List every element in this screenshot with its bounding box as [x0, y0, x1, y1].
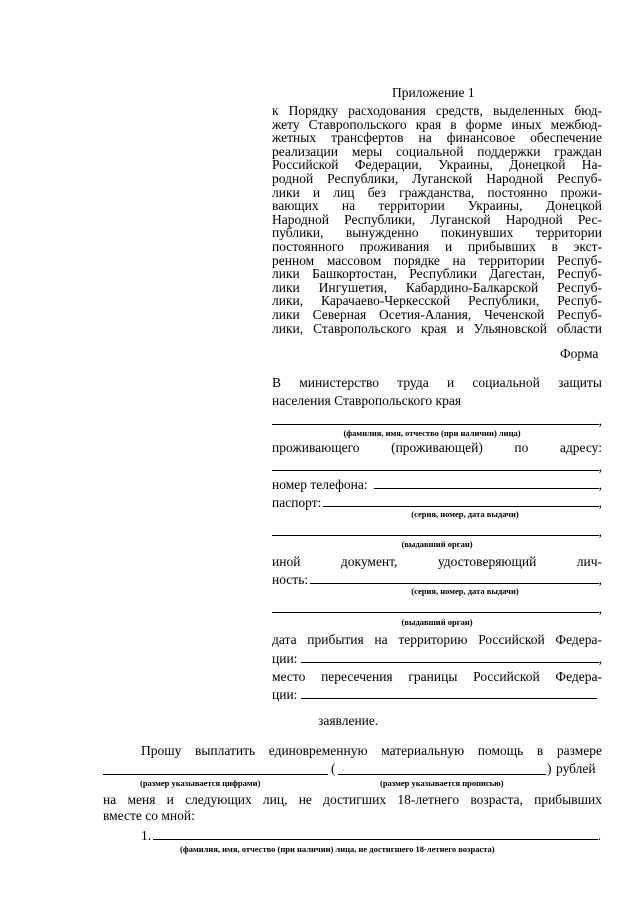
passport-field[interactable] — [323, 506, 598, 507]
passport-issuer-field[interactable]: , — [272, 521, 602, 539]
preamble-block — [272, 104, 602, 335]
amount-words-field[interactable] — [338, 774, 546, 775]
preamble-line: реализации меры социальной поддержки граждан — [272, 143, 602, 159]
border-label: ции: — [272, 687, 298, 702]
amount-digits-caption: (размер указывается цифрами) — [140, 778, 261, 788]
child-name-caption: (фамилия, имя, отчество (при наличии) лица, не достигшего 18-летнего возраста) — [180, 844, 495, 854]
preamble-line: жетных трансфертов на финансовое обеспечение — [272, 130, 602, 146]
preamble-line: Народной Республики, Луганской Народной Рес- — [272, 211, 602, 227]
preamble-line: лики, Ставропольского края и Ульяновской области — [272, 320, 602, 336]
phone-label: номер телефона: — [272, 477, 368, 492]
phone-field[interactable] — [374, 488, 599, 489]
open-paren: ( — [331, 761, 336, 776]
rubles-label: рублей — [556, 761, 596, 776]
applicant-name-caption: (фамилия, имя, отчество (при наличии) лица) — [343, 428, 521, 438]
preamble-line: лики Ингушетия, Кабардино-Балкарской Респуб- — [272, 279, 602, 295]
passport-caption: (серия, номер, дата выдачи) — [411, 509, 519, 519]
body-line-4: вместе со мной: — [103, 808, 195, 823]
preamble-line: Российской Федерации, Украины, Донецкой На- — [272, 157, 602, 173]
preamble-line: к Порядку расходования средств, выделенных бюд- — [272, 103, 602, 118]
addressee-line-2: населения Ставропольского края — [272, 393, 462, 408]
address-label: проживающего (проживающей) по адресу: — [272, 440, 602, 455]
preamble-line: лики Северная Осетия-Алания, Чеченской Респуб- — [272, 306, 602, 322]
other-doc-issuer-caption: (выдавший орган) — [401, 617, 473, 627]
other-doc-label: ность: — [272, 572, 309, 587]
preamble-line: лики Башкортостан, Республики Дагестан, Респуб- — [272, 266, 602, 282]
preamble-line: публики, вынужденно покинувших территории — [272, 225, 602, 241]
other-doc-row: ность: , — [272, 572, 602, 587]
other-doc-line-1: иной документ, удостоверяющий лич- — [272, 554, 602, 569]
preamble-line: постоянного проживания и прибывших в экст- — [272, 238, 602, 254]
amount-digits-field[interactable] — [103, 774, 328, 775]
passport-issuer-caption: (выдавший орган) — [401, 539, 473, 549]
passport-row: паспорт: , — [272, 495, 602, 510]
addressee-line-1: В министерство труда и социальной защиты — [272, 375, 602, 390]
border-row — [272, 684, 597, 702]
other-doc-caption: (серия, номер, дата выдачи) — [411, 586, 519, 596]
preamble-line: вающих на территории Украины, Донецкой — [272, 198, 602, 214]
passport-label: паспорт: — [272, 495, 322, 510]
child-row-1: 1. . — [141, 828, 601, 843]
preamble-line: родной Республики, Луганской Народной Респуб- — [272, 170, 602, 186]
appendix-title: Приложение 1 — [392, 85, 475, 100]
address-field[interactable]: , — [272, 455, 602, 474]
arrival-date-field[interactable] — [301, 662, 598, 663]
border-crossing-field[interactable] — [301, 698, 597, 699]
child-name-field[interactable] — [153, 839, 598, 840]
preamble-line: ренном массовом порядке на территории Респуб- — [272, 252, 602, 268]
statement-title: заявление. — [318, 713, 379, 728]
other-doc-field[interactable] — [310, 583, 599, 584]
body-line-1: Прошу выплатить единовременную материальную помощь в размере — [141, 743, 602, 758]
form-label: Форма — [560, 346, 599, 361]
amount-words-caption: (размер указывается прописью) — [380, 778, 504, 788]
close-paren: ) — [547, 761, 552, 776]
arrival-row: ции: , — [272, 651, 602, 666]
preamble-line: лики, Карачаево-Черкесской Республики, Респуб- — [272, 293, 602, 309]
border-line-1: место пересечения границы Российской Федера- — [272, 669, 602, 684]
arrival-line-1: дата прибытия на территорию Российской Федера- — [272, 632, 602, 647]
arrival-label: ции: — [272, 651, 298, 666]
phone-row: номер телефона: , — [272, 477, 602, 492]
applicant-name-field[interactable]: , — [272, 408, 602, 428]
child-item-number: 1. — [141, 828, 152, 843]
other-doc-issuer-field[interactable]: , — [272, 597, 602, 616]
preamble-line: лики и лиц без гражданства, постоянно прожи- — [272, 184, 602, 200]
preamble-line: жету Ставропольского края в форме иных межбюд- — [272, 116, 602, 132]
body-line-3: на меня и следующих лиц, не достигших 18-летнего возраста, прибывших — [103, 792, 602, 807]
